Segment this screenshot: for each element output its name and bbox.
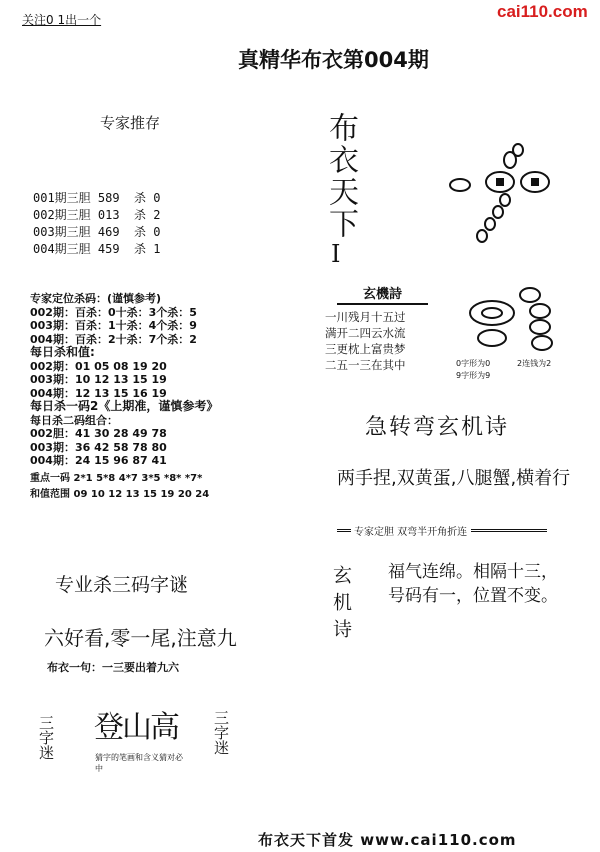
three-char-word: 登山高: [94, 710, 178, 745]
top-left-note: 关注0 1出一个: [22, 13, 102, 27]
kill3-sentence: 布衣一句：一三要出着九六: [47, 661, 179, 674]
focus-code: 重点一码 2*1 5*8 4*7 3*5 *8* *7*: [30, 472, 203, 484]
kill3-line: 六好看,零一尾,注意九: [44, 626, 237, 650]
position-kill-heading: 专家定位杀码：(谨慎参考): [30, 292, 162, 305]
mystic-heading: 玄機詩: [337, 283, 428, 305]
mystic-block: [325, 283, 440, 373]
riddle-side-label: 玄机诗: [330, 565, 352, 646]
three-char-hint: 猜字的笔画和含义猜对必中: [95, 753, 183, 773]
position-kill-row: 003期：百杀：1十杀：4个杀：9: [30, 319, 197, 332]
kill3-heading: 专业杀三码字谜: [55, 574, 189, 596]
mystic-note: 0字形为0: [456, 359, 491, 368]
poem-line: 号码有一，位置不变。: [388, 586, 558, 606]
three-char-left-label: 三字迷: [37, 715, 55, 760]
position-kill-block: [30, 292, 240, 502]
two-code-row: 002胆：41 30 28 49 78: [30, 427, 167, 440]
two-code-row: 004期：24 15 96 87 41: [30, 454, 167, 467]
mystic-note: 9字形为9: [456, 371, 491, 380]
mystic-line: 二五一三在其中: [325, 358, 406, 372]
riddle-poem: [388, 560, 558, 608]
sum-range: 和值范围 09 10 12 13 15 19 20 24: [30, 489, 210, 500]
two-code-row: 003期：36 42 58 78 80: [30, 440, 167, 454]
position-kill-row: 002期：百杀：0十杀：3个杀：5: [30, 305, 197, 319]
expert-row: 002期三胆 013 杀 2: [33, 208, 161, 222]
riddle-subheading: 专家定胆 双弯半开角折连: [354, 527, 468, 538]
one-code: 每日杀一码2《上期准，谨慎参考》: [30, 399, 219, 413]
buyi-numeral: I: [331, 240, 341, 268]
riddle-heading: 急转弯玄机诗: [365, 415, 510, 440]
expert-row: 003期三胆 469 杀 0: [33, 225, 161, 239]
mystic-line: 三更枕上富贵梦: [325, 342, 406, 356]
poem-line: 福气连绵。相隔十三，: [388, 562, 558, 582]
coin-string-image: [440, 140, 560, 260]
mystic-note: 2连钱为2: [517, 359, 552, 368]
buyi-title: 布衣天下: [323, 112, 358, 240]
divider: [337, 529, 351, 532]
expert-row: 001期三胆 589 杀 0: [33, 191, 161, 205]
footer-text: 布衣天下首发 www.cai110.com: [258, 831, 517, 849]
sum-row: 002期：01 05 08 19 20: [30, 359, 167, 373]
position-kill-row: 004期：百杀：2十杀：7个杀：2: [30, 332, 197, 346]
three-char-right-label: 三字迷: [212, 710, 230, 755]
page-title: 真精华布衣第004期: [238, 48, 429, 72]
brand-logo[interactable]: cai110.com: [497, 2, 588, 21]
mystic-line: 满开二四云水流: [325, 326, 406, 340]
divider: [471, 529, 547, 532]
riddle-subheading-row: [337, 523, 547, 538]
sum-row: 003期：10 12 13 15 19: [30, 373, 167, 386]
expert-row: 004期三胆 459 杀 1: [33, 242, 161, 256]
mystic-line: 一川残月十五过: [325, 310, 406, 324]
coin-chain-image: [462, 283, 562, 358]
two-code-heading: 每日杀二码组合：: [30, 413, 118, 427]
sum-heading: 每日杀和值:: [30, 345, 95, 359]
sum-row: 004期：12 13 15 16 19: [30, 386, 167, 400]
expert-list: [33, 190, 160, 258]
expert-heading: 专家推存: [100, 114, 161, 132]
riddle-line: 两手捏,双黄蛋,八腿蟹,横着行: [337, 468, 571, 489]
